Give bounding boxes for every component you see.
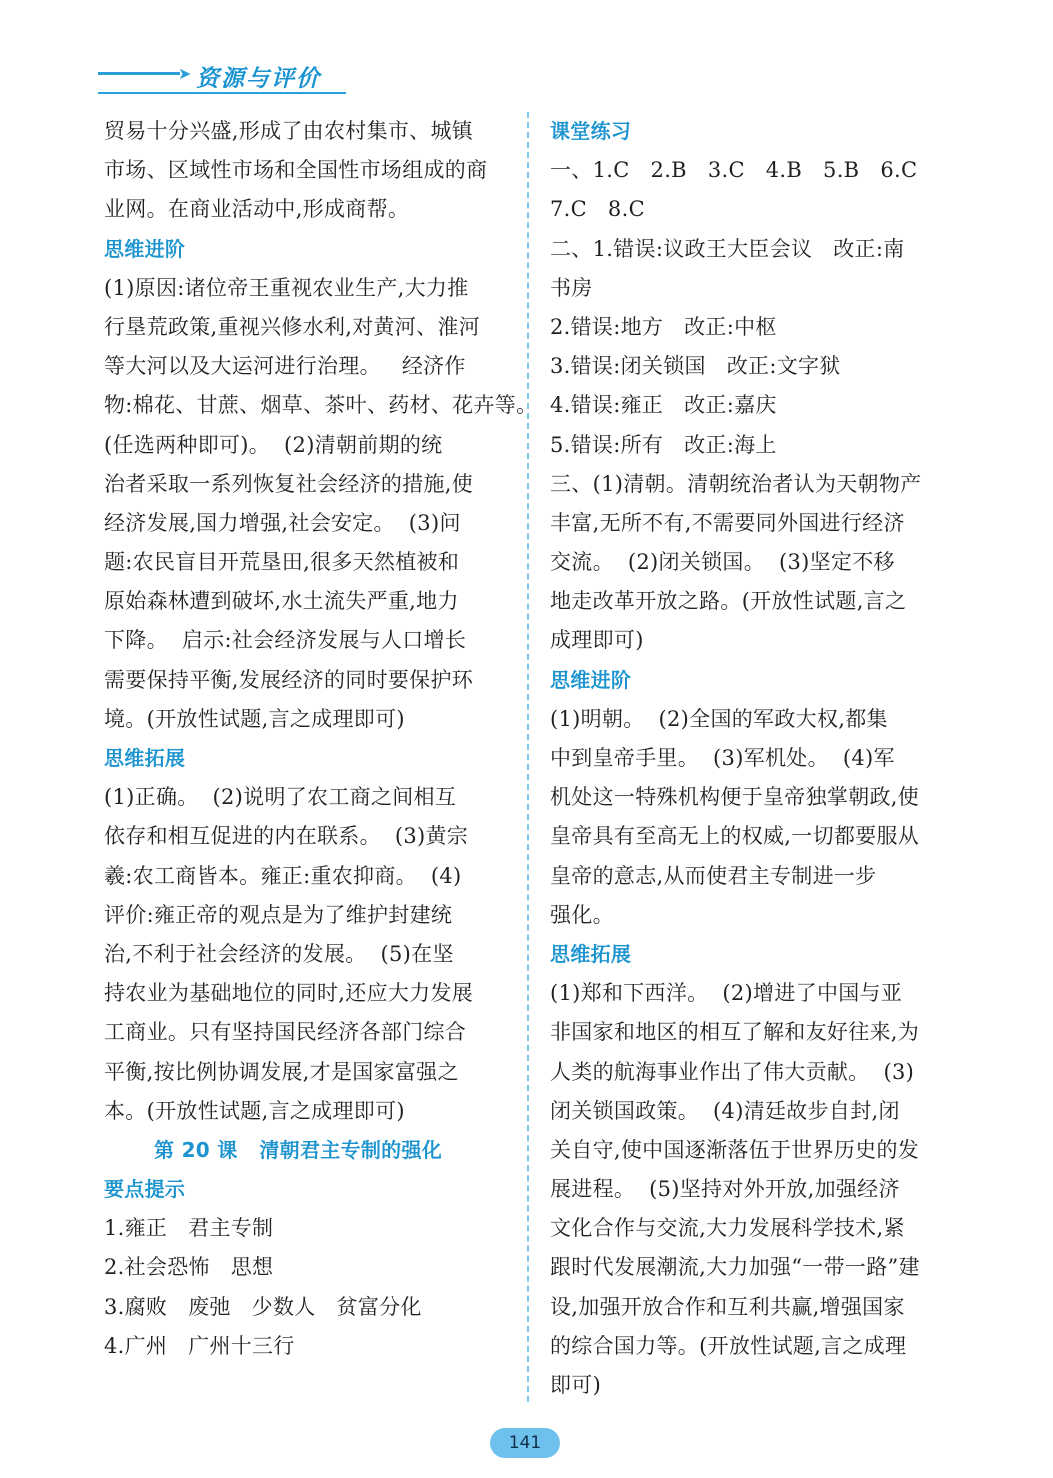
lesson-title: 第 20 课 清朝君主专制的强化: [154, 1137, 443, 1162]
right-column: [550, 112, 960, 1405]
text-line: 本。(开放性试题,言之成理即可): [104, 1098, 405, 1123]
text-line: 行垦荒政策,重视兴修水利,对黄河、淮河: [104, 314, 481, 339]
text-line: 一、1.C 2.B 3.C 4.B 5.B 6.C: [550, 158, 918, 183]
page-header: [96, 58, 356, 98]
text-line: 3.错误:闭关锁国 改正:文字狱: [550, 354, 841, 379]
text-line: 等大河以及大运河进行治理。 经济作: [104, 354, 466, 379]
text-line: 业网。在商业活动中,形成商帮。: [104, 197, 410, 222]
text-line: 题:农民盲目开荒垦田,很多天然植被和: [104, 550, 460, 575]
text-line: 工商业。只有坚持国民经济各部门综合: [104, 1020, 467, 1045]
column-divider: [527, 112, 529, 1402]
text-line: 物:棉花、甘蔗、烟草、茶叶、药材、花卉等。: [104, 393, 538, 418]
header-underline: [98, 92, 346, 94]
text-line: 贸易十分兴盛,形成了由农村集市、城镇: [104, 119, 474, 143]
text-line: 关自守,使中国逐渐落伍于世界历史的发: [550, 1137, 920, 1162]
arrow-right-icon: ➤: [178, 64, 192, 83]
text-line: 强化。: [550, 902, 614, 927]
text-line: 人类的航海事业作出了伟大贡献。 (3): [550, 1059, 915, 1084]
text-line: 经济发展,国力增强,社会安定。 (3)问: [104, 510, 461, 535]
section-heading: 思维进阶: [104, 236, 186, 261]
text-line: 非国家和地区的相互了解和友好往来,为: [550, 1020, 920, 1045]
section-heading: 思维拓展: [104, 746, 186, 770]
text-line: 4.错误:雍正 改正:嘉庆: [550, 393, 777, 418]
text-line: 5.错误:所有 改正:海上: [550, 432, 777, 457]
text-line: 羲:农工商皆本。雍正:重农抑商。 (4): [104, 863, 462, 888]
text-line: (1)正确。 (2)说明了农工商之间相互: [104, 785, 457, 810]
text-line: 下降。 启示:社会经济发展与人口增长: [104, 628, 467, 653]
text-line: 的综合国力等。(开放性试题,言之成理: [550, 1333, 907, 1358]
text-line: 设,加强开放合作和互利共赢,增强国家: [550, 1294, 905, 1319]
text-line: 书房: [550, 275, 593, 300]
text-line: 1.雍正 君主专制: [104, 1216, 274, 1241]
text-line: 三、(1)清朝。清朝统治者认为天朝物产: [550, 471, 922, 496]
text-line: 2.社会恐怖 思想: [104, 1255, 274, 1280]
section-heading: 课堂练习: [550, 119, 632, 143]
text-line: 即可): [550, 1373, 602, 1397]
text-line: 跟时代发展潮流,大力加强“一带一路”建: [550, 1255, 920, 1280]
section-heading: 思维拓展: [550, 941, 632, 966]
header-rule: [98, 72, 180, 75]
text-line: 境。(开放性试题,言之成理即可): [104, 706, 405, 731]
text-line: 丰富,无所不有,不需要同外国进行经济: [550, 510, 905, 535]
text-line: 成理即可): [550, 628, 644, 653]
text-line: 机处这一特殊机构便于皇帝独掌朝政,使: [550, 785, 920, 810]
text-line: (任选两种即可)。 (2)清朝前期的统: [104, 432, 443, 457]
section-heading: 要点提示: [104, 1177, 186, 1202]
text-line: 文化合作与交流,大力发展科学技术,紧: [550, 1216, 905, 1241]
left-column: [104, 112, 538, 1366]
text-line: 持农业为基础地位的同时,还应大力发展: [104, 981, 474, 1006]
text-line: 中到皇帝手里。 (3)军机处。 (4)军: [550, 746, 895, 770]
text-line: 皇帝的意志,从而使君主专制进一步: [550, 863, 877, 888]
text-line: 地走改革开放之路。(开放性试题,言之: [550, 589, 907, 614]
page-number: 141: [490, 1428, 560, 1458]
text-line: 原始森林遭到破坏,水土流失严重,地力: [104, 589, 459, 614]
text-line: 评价:雍正帝的观点是为了维护封建统: [104, 902, 453, 927]
text-line: 需要保持平衡,发展经济的同时要保护环: [104, 667, 474, 692]
text-line: 皇帝具有至高无上的权威,一切都要服从: [550, 824, 920, 849]
text-line: 3.腐败 废弛 少数人 贫富分化: [104, 1294, 422, 1319]
text-line: (1)明朝。 (2)全国的军政大权,都集: [550, 706, 888, 731]
text-line: 平衡,按比例协调发展,才是国家富强之: [104, 1059, 459, 1084]
text-line: 7.C 8.C: [550, 197, 645, 222]
text-line: 治者采取一系列恢复社会经济的措施,使: [104, 471, 474, 496]
header-title: 资源与评价: [196, 66, 321, 92]
section-heading: 思维进阶: [550, 667, 632, 692]
text-line: 展进程。 (5)坚持对外开放,加强经济: [550, 1177, 900, 1202]
text-line: 闭关锁国政策。 (4)清廷故步自封,闭: [550, 1098, 900, 1123]
text-line: 二、1.错误:议政王大臣会议 改正:南: [550, 236, 905, 261]
text-line: (1)郑和下西洋。 (2)增进了中国与亚: [550, 981, 903, 1006]
text-line: 治,不利于社会经济的发展。 (5)在坚: [104, 941, 454, 966]
text-line: 2.错误:地方 改正:中枢: [550, 314, 777, 339]
text-line: 4.广州 广州十三行: [104, 1333, 295, 1358]
text-line: (1)原因:诸位帝王重视农业生产,大力推: [104, 275, 469, 300]
text-line: 交流。 (2)闭关锁国。 (3)坚定不移: [550, 550, 895, 575]
text-line: 市场、区域性市场和全国性市场组成的商: [104, 158, 488, 183]
text-line: 依存和相互促进的内在联系。 (3)黄宗: [104, 824, 469, 849]
